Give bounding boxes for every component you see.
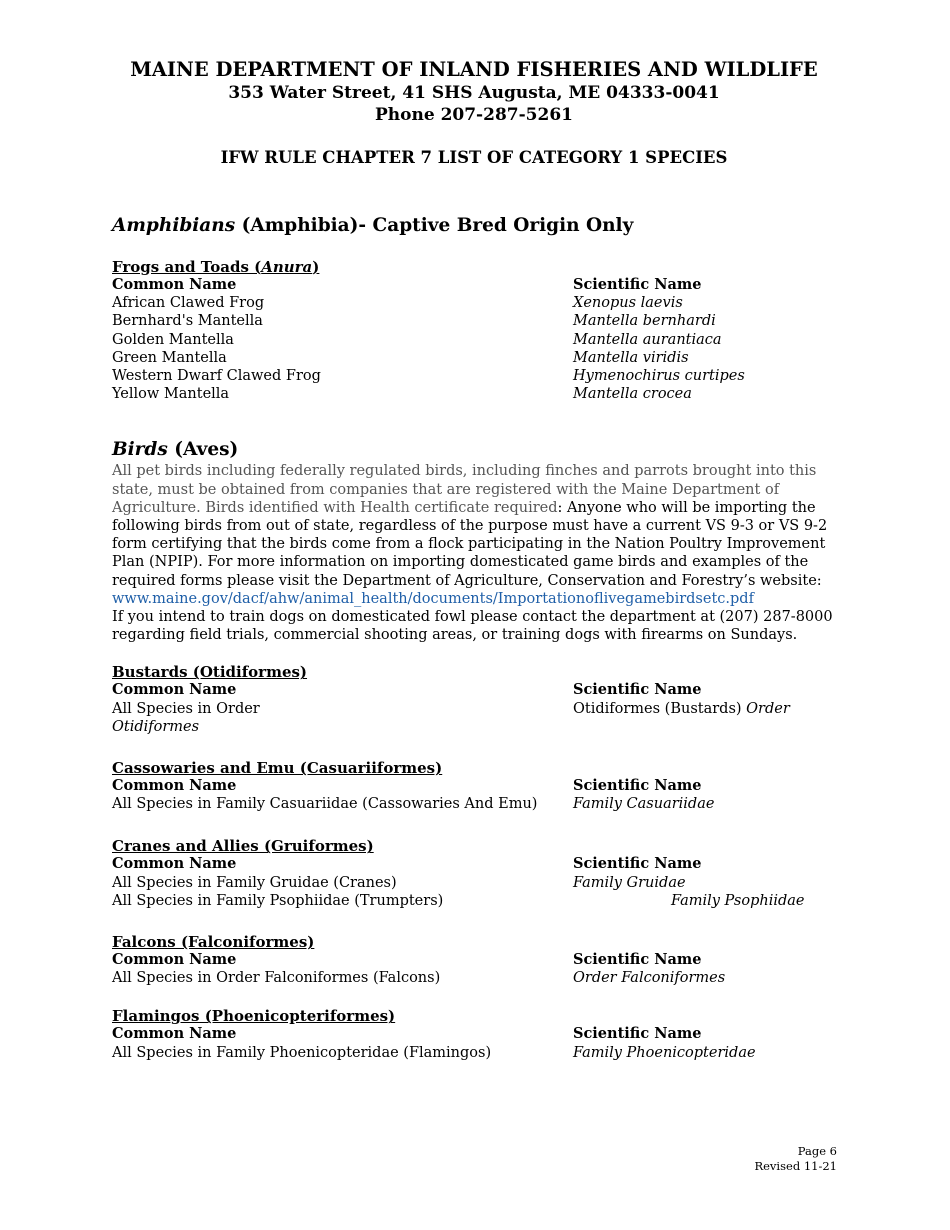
species-row	[112, 969, 836, 987]
species-row	[112, 1044, 836, 1062]
scientific-name-plain: Otidiformes (Bustards)	[573, 700, 747, 717]
scientific-name: Hymenochirus curtipes	[573, 368, 745, 385]
cassowaries-heading: Cassowaries and Emu (Casuariiformes)	[112, 759, 443, 778]
common-name: All Species in Family Psophiidae (Trumpters)	[112, 892, 444, 909]
bustards-column-headers	[112, 681, 836, 699]
scientific-name: Mantella bernhardi	[573, 313, 716, 330]
scientific-name: Xenopus laevis	[573, 295, 683, 312]
scientific-name: Family Psophiidae	[671, 892, 805, 909]
common-name-header: Common Name	[112, 276, 237, 293]
cranes-heading: Cranes and Allies (Gruiformes)	[112, 837, 374, 856]
page-number: Page 6	[797, 1144, 837, 1158]
scientific-name: Mantella crocea	[573, 386, 692, 403]
amphibians-heading	[112, 214, 836, 238]
frogs-heading-prefix: Frogs and Toads (	[112, 258, 262, 276]
species-row	[112, 367, 836, 385]
falcons-column-headers	[112, 951, 836, 969]
frogs-toads-heading	[112, 258, 836, 276]
common-name: Golden Mantella	[112, 331, 234, 348]
cassowaries-column-headers	[112, 777, 836, 795]
flamingos-column-headers	[112, 1025, 836, 1043]
common-name-header: Common Name	[112, 777, 237, 795]
scientific-name-header: Scientific Name	[573, 681, 702, 699]
import-requirements: : Anyone who will be importing the following birds from out of state, regardless of the purpose must have a current VS 9-3 or VS 9-2 form certifying that the birds come from a flock participating in the Nation Poultry Improvement Plan (NPIP). For more information on importing domesticated game birds and examples of the required forms please visit the Department of Agriculture, Conservation and Forestry’s website:	[112, 499, 828, 589]
common-name-header: Common Name	[112, 1025, 237, 1043]
scientific-name-header: Scientific Name	[573, 777, 702, 795]
frogs-heading-italic: Anura	[261, 258, 313, 276]
common-name: All Species in Family Gruidae (Cranes)	[112, 874, 397, 891]
scientific-name-italic: Order	[746, 700, 790, 717]
common-name: Western Dwarf Clawed Frog	[112, 368, 321, 385]
scientific-name-header: Scientific Name	[573, 276, 702, 293]
scientific-name: Family Phoenicopteridae	[573, 1044, 756, 1061]
pet-birds-notice: All pet birds including federally regulated birds, including finches and parrots brought into this state, must be obtained from companies that are registered with the Maine Department of Agriculture. Birds identified with Health certificate required	[112, 463, 817, 516]
dog-training-note: If you intend to train dogs on domesticated fowl please contact the department at (207) 287-8000 regarding field trials, commercial shooting areas, or training dogs with firearms on Sundays.	[112, 609, 833, 644]
common-name: Bernhard's Mantella	[112, 313, 263, 330]
birds-heading-rest: (Aves)	[167, 439, 239, 461]
species-row	[112, 385, 836, 403]
species-row	[112, 892, 836, 910]
species-row	[112, 312, 836, 330]
birds-heading-italic: Birds	[112, 439, 168, 461]
species-row	[112, 331, 836, 349]
common-name	[112, 700, 573, 736]
flamingos-heading: Flamingos (Phoenicopteriformes)	[112, 1007, 396, 1026]
scientific-name-header: Scientific Name	[573, 951, 702, 969]
common-name: All Species in Order Falconiformes (Falcons)	[112, 970, 441, 987]
common-name: Yellow Mantella	[112, 386, 230, 403]
species-row	[112, 700, 836, 736]
common-name: All Species in Family Casuariidae (Cassowaries And Emu)	[112, 796, 538, 813]
common-name: Green Mantella	[112, 349, 227, 366]
page-footer	[754, 1144, 837, 1174]
scientific-name-header: Scientific Name	[573, 855, 702, 873]
common-name-header: Common Name	[112, 951, 237, 969]
species-row	[112, 294, 836, 312]
falcons-heading: Falcons (Falconiformes)	[112, 933, 315, 952]
frogs-list	[112, 294, 836, 403]
scientific-name: Mantella viridis	[573, 349, 689, 366]
birds-import-notice	[112, 462, 842, 589]
revision-date: Revised 11-21	[754, 1159, 837, 1173]
common-name-line1: All Species in Order	[112, 700, 260, 717]
bustards-heading: Bustards (Otidiformes)	[112, 663, 308, 682]
scientific-name: Mantella aurantiaca	[573, 331, 722, 348]
document-title: IFW RULE CHAPTER 7 LIST OF CATEGORY 1 SPECIES	[220, 148, 728, 167]
agency-phone: Phone 207-287-5261	[375, 105, 573, 125]
species-row	[112, 349, 836, 367]
amphibians-heading-italic: Amphibians	[112, 215, 236, 236]
frogs-heading-suffix: )	[312, 258, 320, 276]
species-row	[112, 874, 836, 892]
frogs-column-headers	[112, 276, 836, 294]
common-name: African Clawed Frog	[112, 295, 265, 312]
species-row	[112, 795, 836, 813]
common-name-header: Common Name	[112, 855, 237, 873]
common-name-header: Common Name	[112, 681, 237, 699]
birds-heading	[112, 438, 836, 462]
agency-address: 353 Water Street, 41 SHS Augusta, ME 04333-0041	[228, 83, 720, 103]
amphibians-heading-rest: (Amphibia)- Captive Bred Origin Only	[235, 215, 634, 236]
scientific-name: Family Casuariidae	[573, 796, 715, 813]
scientific-name-header: Scientific Name	[573, 1025, 702, 1043]
agency-name: MAINE DEPARTMENT OF INLAND FISHERIES AND WILDLIFE	[130, 58, 818, 81]
common-name: All Species in Family Phoenicopteridae (Flamingos)	[112, 1044, 492, 1061]
scientific-name: Family Gruidae	[573, 874, 686, 891]
cranes-column-headers	[112, 855, 836, 873]
document-header	[112, 58, 836, 169]
document-page	[112, 58, 836, 1062]
agriculture-link[interactable]: www.maine.gov/dacf/ahw/animal_health/documents/Importationoflivegamebirdsetc.pdf	[112, 590, 754, 607]
common-name-line2: Otidiformes	[112, 718, 200, 735]
scientific-name	[573, 700, 836, 736]
scientific-name: Order Falconiformes	[573, 970, 726, 987]
